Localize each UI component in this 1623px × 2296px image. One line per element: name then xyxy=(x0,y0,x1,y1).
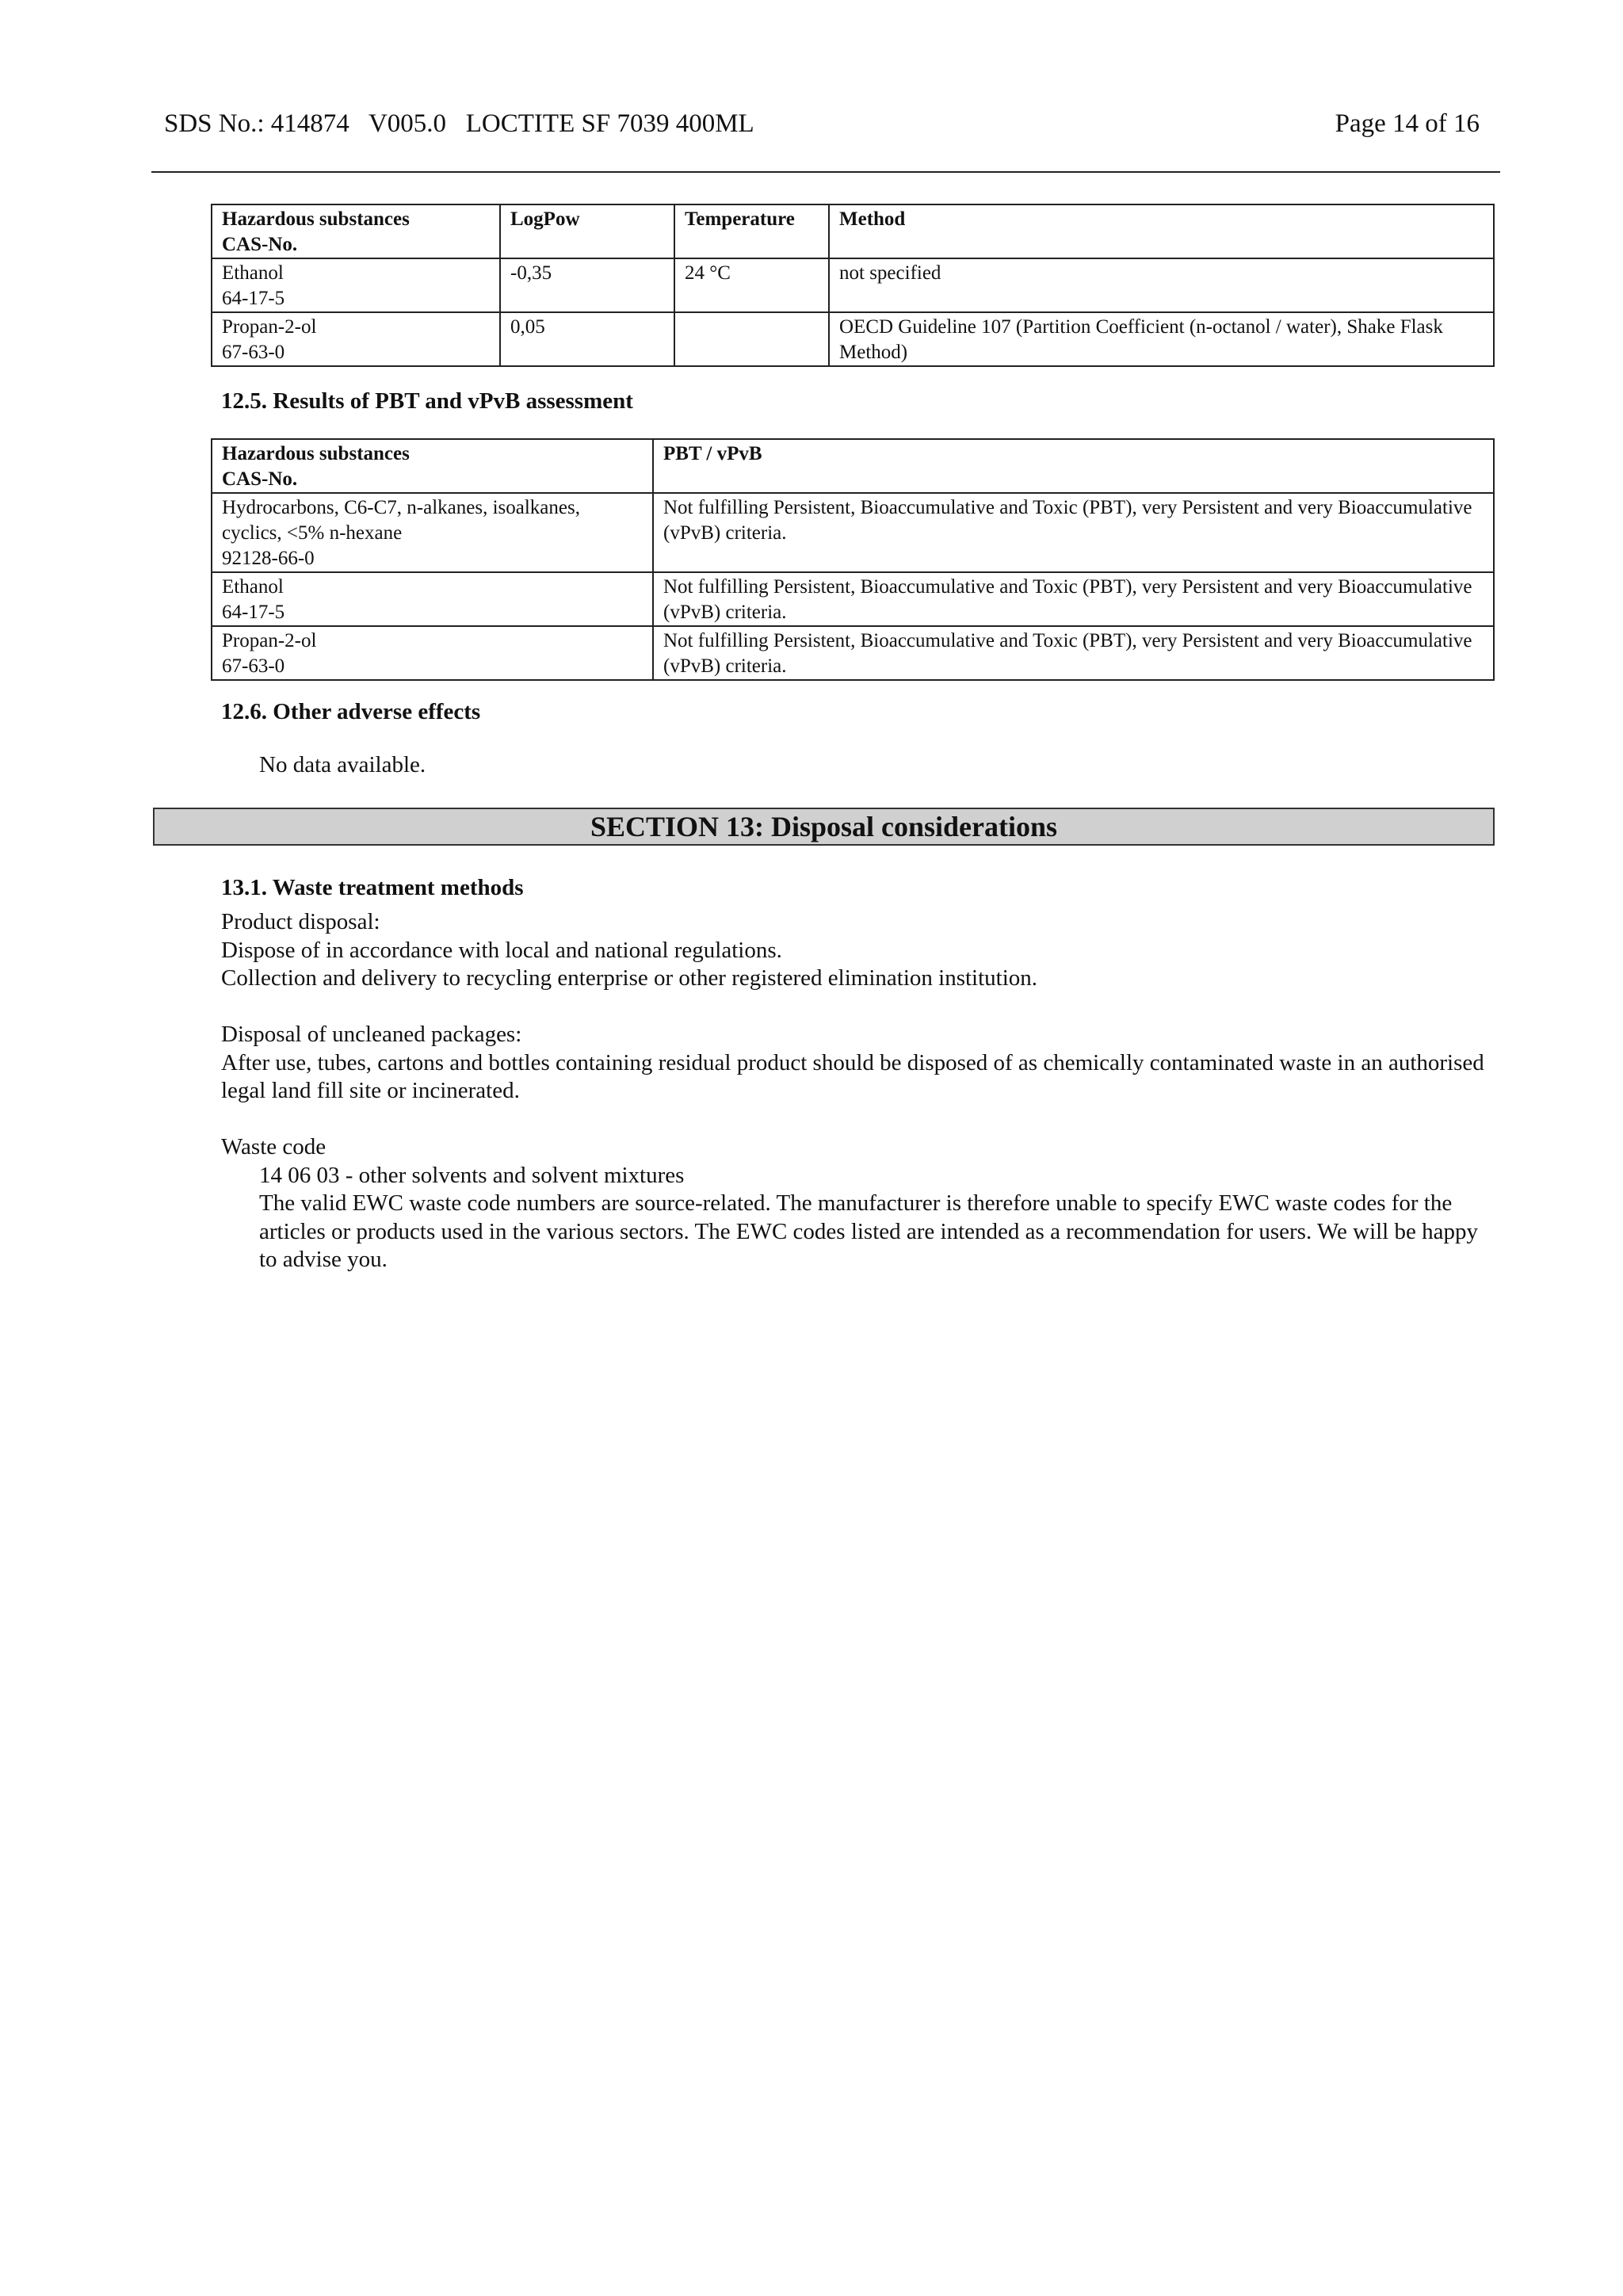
table-header-row xyxy=(212,204,1494,258)
waste-code-block xyxy=(221,1133,1489,1274)
substance-name: Hydrocarbons, C6-C7, n-alkanes, isoalkanes, cyclics, <5% n-hexane xyxy=(222,497,580,544)
uncleaned-label: Disposal of uncleaned packages: xyxy=(221,1022,522,1047)
product-disposal-line: Collection and delivery to recycling enterprise or other registered elimination institution. xyxy=(221,965,1038,991)
table-row xyxy=(212,626,1494,680)
temperature-cell: 24 °C xyxy=(674,258,829,312)
uncleaned-packages-block xyxy=(221,1021,1489,1106)
temperature-cell xyxy=(674,312,829,366)
substance-cell xyxy=(212,312,500,366)
page-header xyxy=(164,108,1480,139)
page-number: Page 14 of 16 xyxy=(1335,109,1480,138)
table-row xyxy=(212,312,1494,366)
waste-code-label: Waste code xyxy=(221,1134,327,1159)
header-substance xyxy=(212,204,500,258)
section-12-5-title: 12.5. Results of PBT and vPvB assessment xyxy=(221,388,633,414)
pbt-table xyxy=(211,438,1495,681)
substance-name: Propan-2-ol xyxy=(222,630,317,651)
substance-cell xyxy=(212,493,653,572)
pbt-result-cell: Not fulfilling Persistent, Bioaccumulative and Toxic (PBT), very Persistent and very Bioaccumulative (vPvB) criteria. xyxy=(653,626,1494,680)
table-row xyxy=(212,493,1494,572)
product-disposal-label: Product disposal: xyxy=(221,909,380,934)
waste-code-value: 14 06 03 - other solvents and solvent mixtures xyxy=(259,1162,685,1188)
header-substance xyxy=(212,439,653,493)
no-data-text: No data available. xyxy=(259,752,426,777)
document-id: SDS No.: 414874 V005.0 LOCTITE SF 7039 400ML xyxy=(164,109,754,138)
substance-cell xyxy=(212,572,653,626)
method-cell: not specified xyxy=(829,258,1494,312)
table-header-row xyxy=(212,439,1494,493)
substance-name: Ethanol xyxy=(222,262,284,284)
header-divider xyxy=(151,171,1500,173)
header-temperature: Temperature xyxy=(674,204,829,258)
table-row xyxy=(212,258,1494,312)
section-13-1-title: 13.1. Waste treatment methods xyxy=(221,875,524,900)
method-cell: OECD Guideline 107 (Partition Coefficient (n-octanol / water), Shake Flask Method) xyxy=(829,312,1494,366)
header-substance-line1: Hazardous substances xyxy=(222,208,410,230)
uncleaned-text: After use, tubes, cartons and bottles containing residual product should be disposed of as chemically contaminated waste in an authorised legal land fill site or incinerated. xyxy=(221,1049,1484,1103)
cas-number: 67-63-0 xyxy=(222,342,285,363)
product-disposal-line: Dispose of in accordance with local and national regulations. xyxy=(221,937,782,963)
header-method: Method xyxy=(829,204,1494,258)
table-row xyxy=(212,572,1494,626)
pbt-result-cell: Not fulfilling Persistent, Bioaccumulative and Toxic (PBT), very Persistent and very Bioaccumulative (vPvB) criteria. xyxy=(653,493,1494,572)
header-cas-line: CAS-No. xyxy=(222,468,298,490)
section-12-6-title: 12.6. Other adverse effects xyxy=(221,699,481,724)
section-13-banner: SECTION 13: Disposal considerations xyxy=(153,808,1495,846)
header-pbt: PBT / vPvB xyxy=(653,439,1494,493)
header-substance-line1: Hazardous substances xyxy=(222,443,410,464)
cas-number: 67-63-0 xyxy=(222,655,285,677)
product-disposal-block xyxy=(221,908,1489,993)
cas-number: 64-17-5 xyxy=(222,288,285,309)
waste-code-note: The valid EWC waste code numbers are source-related. The manufacturer is therefore unable to specify EWC waste codes for the articles or products used in the various sectors. The EWC codes listed are intended as a recommendation for users. We will be happy to advise you. xyxy=(259,1190,1478,1272)
substance-name: Ethanol xyxy=(222,576,284,598)
substance-name: Propan-2-ol xyxy=(222,316,317,338)
header-logpow: LogPow xyxy=(500,204,674,258)
logpow-table xyxy=(211,204,1495,367)
cas-number: 64-17-5 xyxy=(222,602,285,623)
header-cas-line: CAS-No. xyxy=(222,234,298,255)
substance-cell xyxy=(212,626,653,680)
cas-number: 92128-66-0 xyxy=(222,548,315,569)
pbt-result-cell: Not fulfilling Persistent, Bioaccumulative and Toxic (PBT), very Persistent and very Bioaccumulative (vPvB) criteria. xyxy=(653,572,1494,626)
logpow-cell: -0,35 xyxy=(500,258,674,312)
logpow-cell: 0,05 xyxy=(500,312,674,366)
substance-cell xyxy=(212,258,500,312)
